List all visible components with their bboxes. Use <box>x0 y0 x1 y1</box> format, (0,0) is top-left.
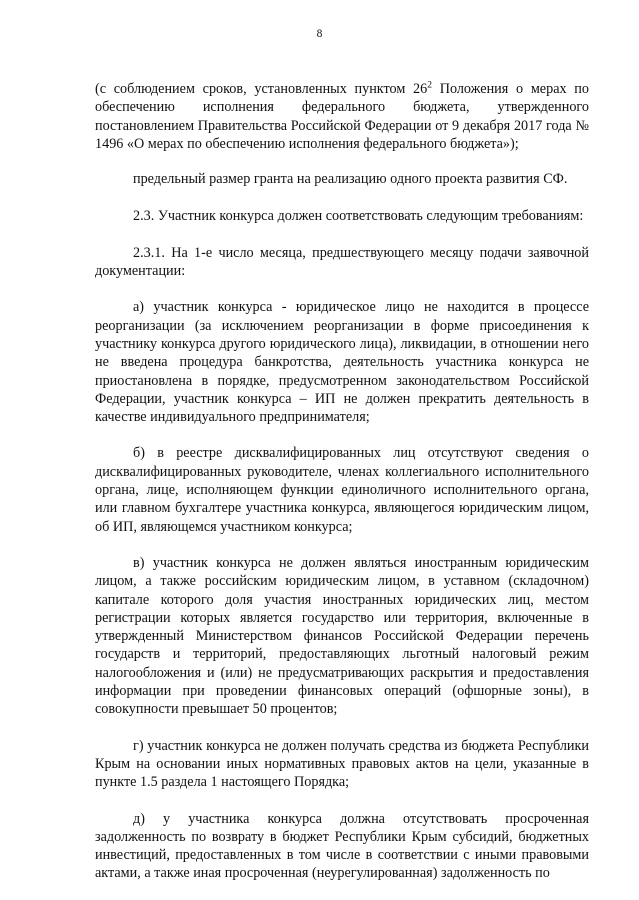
paragraph-reference-clause <box>95 80 589 153</box>
list-item-v: в) участник конкурса не должен являться иностранным юридическим лицом, а также российским юридическим лицом, в уставном (складочном) капитале которого доля участия иностранных юридических лиц, местом регистрации которых является государство или территория, включенные в утвержденный Министерством финансов Российской Федерации перечень государств и территорий, предоставляющих льготный налоговый режим налогообложения и (или) не предусматривающих раскрытия и предоставления информации при проведении финансовых операций (офшорные зоны), в совокупности превышает 50 процентов; <box>95 554 589 718</box>
list-item-g: г) участник конкурса не должен получать средства из бюджета Республики Крым на основании иных нормативных правовых актов на цели, указанные в пункте 1.5 раздела 1 настоящего Порядка; <box>95 737 589 791</box>
paragraph-reference-text-continued: Положения о мерах по обеспечению исполнения федерального бюджета, утвержденного постановлением Правительства Российской Федерации от 9 декабря 2017 года № 1496 «О мерах по обеспечению исполнения федерального бюджета»); <box>95 81 589 152</box>
list-item-d: д) у участника конкурса должна отсутствовать просроченная задолженность по возврату в бюджет Республики Крым субсидий, бюджетных инвестиций, предоставленных в том числе в соответствии с иными правовыми актами, а также иная просроченная (неурегулированная) задолженность по <box>95 810 589 882</box>
paragraph-section-2-3: 2.3. Участник конкурса должен соответствовать следующим требованиям: <box>133 208 584 225</box>
page-number: 8 <box>316 28 323 40</box>
document-body <box>95 80 589 883</box>
list-item-b: б) в реестре дисквалифицированных лиц отсутствуют сведения о дисквалифицированных руководителе, членах коллегиального исполнительного органа, лице, исполняющем функции единоличного исполнительного органа, или главном бухгалтере участника конкурса, являющегося юридическим лицом, об ИП, являющемся участником конкурса; <box>95 445 589 535</box>
list-item-a: а) участник конкурса - юридическое лицо не находится в процессе реорганизации (за исключением реорганизации в форме присоединения к участнику конкурса другого юридического лица), ликвидации, в отношении него не введена процедура банкротства, деятельность участника конкурса не приостановлена в порядке, предусмотренном законодательством Российской Федерации, участник конкурса – ИП не должен прекратить деятельность в качестве индивидуального предпринимателя; <box>95 299 589 426</box>
paragraph-grant-limit: предельный размер гранта на реализацию одного проекта развития СФ. <box>133 171 568 188</box>
paragraph-section-2-3-1: 2.3.1. На 1-е число месяца, предшествующего месяцу подачи заявочной документации: <box>95 244 589 280</box>
superscript-index: 2 <box>427 80 432 91</box>
paragraph-reference-text: (с соблюдением сроков, установленных пунктом 26 <box>95 81 428 97</box>
